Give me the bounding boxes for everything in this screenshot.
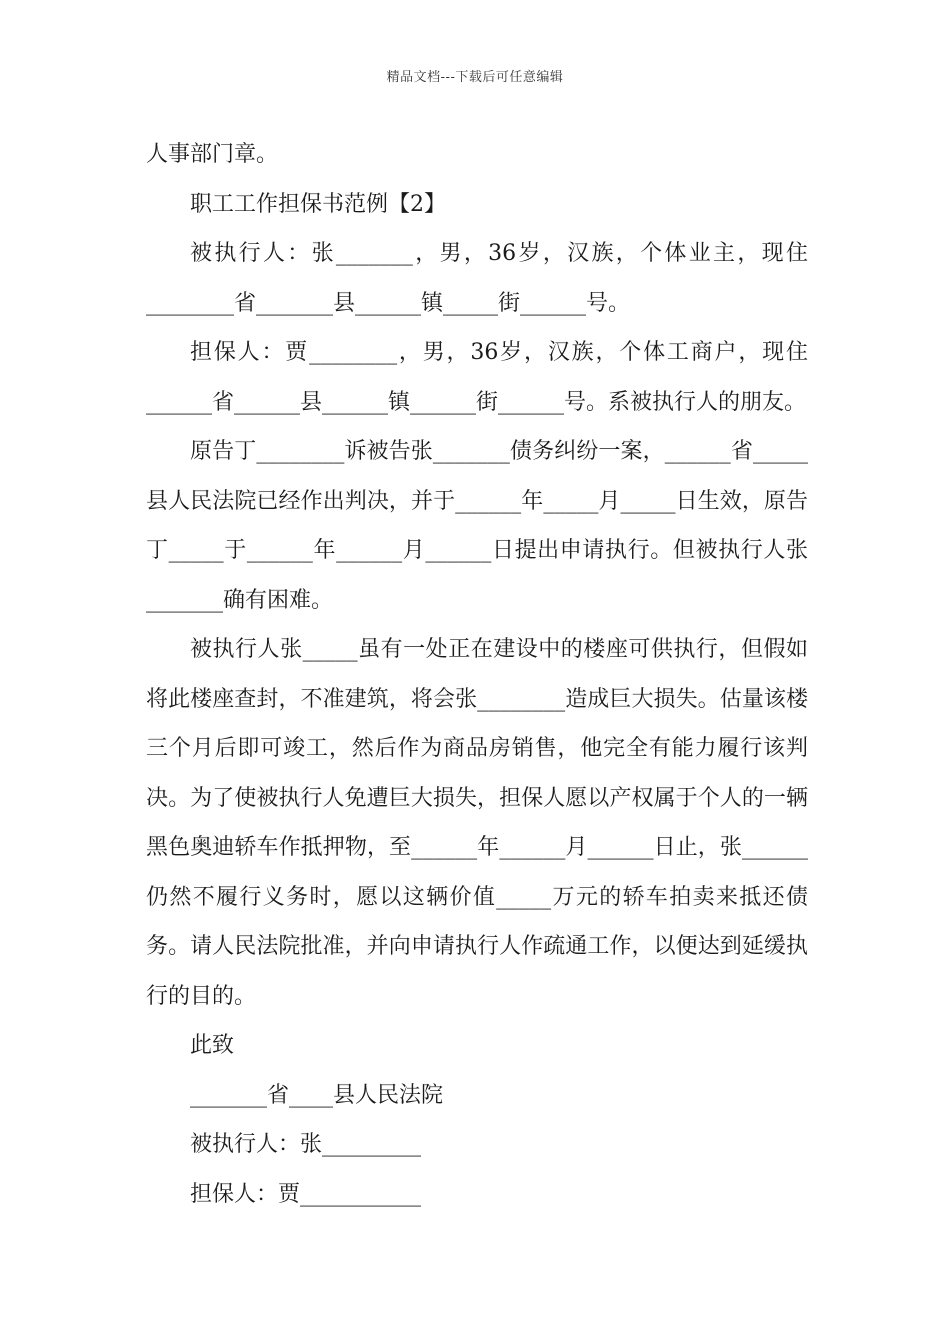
document-body — [146, 130, 808, 1219]
signature-guarantor: 担保人：贾___________ — [190, 1181, 422, 1207]
addressee-court: _______省____县人民法院 — [190, 1082, 444, 1108]
page-header: 精品文档---下载后可任意编辑 — [386, 70, 564, 85]
section-title: 职工工作担保书范例【2】 — [190, 191, 446, 217]
paragraph-case-background: 原告丁________诉被告张_______债务纠纷一案，______省_____县人民法院已经作出判决，并于______年_____月_____日生效，原告丁_____于______年______月______日提出申请执行。但被执行人张_______确有困难。 — [146, 439, 808, 613]
paragraph-guarantee-terms: 被执行人张_____虽有一处正在建设中的楼座可供执行，但假如将此楼座查封，不准建筑，将会张________造成巨大损失。估量该楼三个月后即可竣工，然后作为商品房销售，他完全有能力履行该判决。为了使被执行人免遭巨大损失，担保人愿以产权属于个人的一辆黑色奥迪轿车作抵押物，至______年______月______日止，张______仍然不履行义务时，愿以这辆价值_____万元的轿车拍卖来抵还债务。请人民法院批准，并向申请执行人作疏通工作，以便达到延缓执行的目的。 — [146, 637, 808, 1009]
paragraph-continuation: 人事部门章。 — [146, 142, 279, 167]
paragraph-debtor-info: 被执行人：张_______，男，36岁，汉族，个体业主，现住________省_______县______镇_____街______号。 — [146, 241, 808, 316]
closing-salutation: 此致 — [190, 1033, 235, 1058]
signature-debtor: 被执行人：张_________ — [190, 1132, 422, 1157]
paragraph-guarantor-info: 担保人：贾________，男，36岁，汉族，个体工商户，现住______省______县______镇______街______号。系被执行人的朋友。 — [146, 340, 808, 415]
